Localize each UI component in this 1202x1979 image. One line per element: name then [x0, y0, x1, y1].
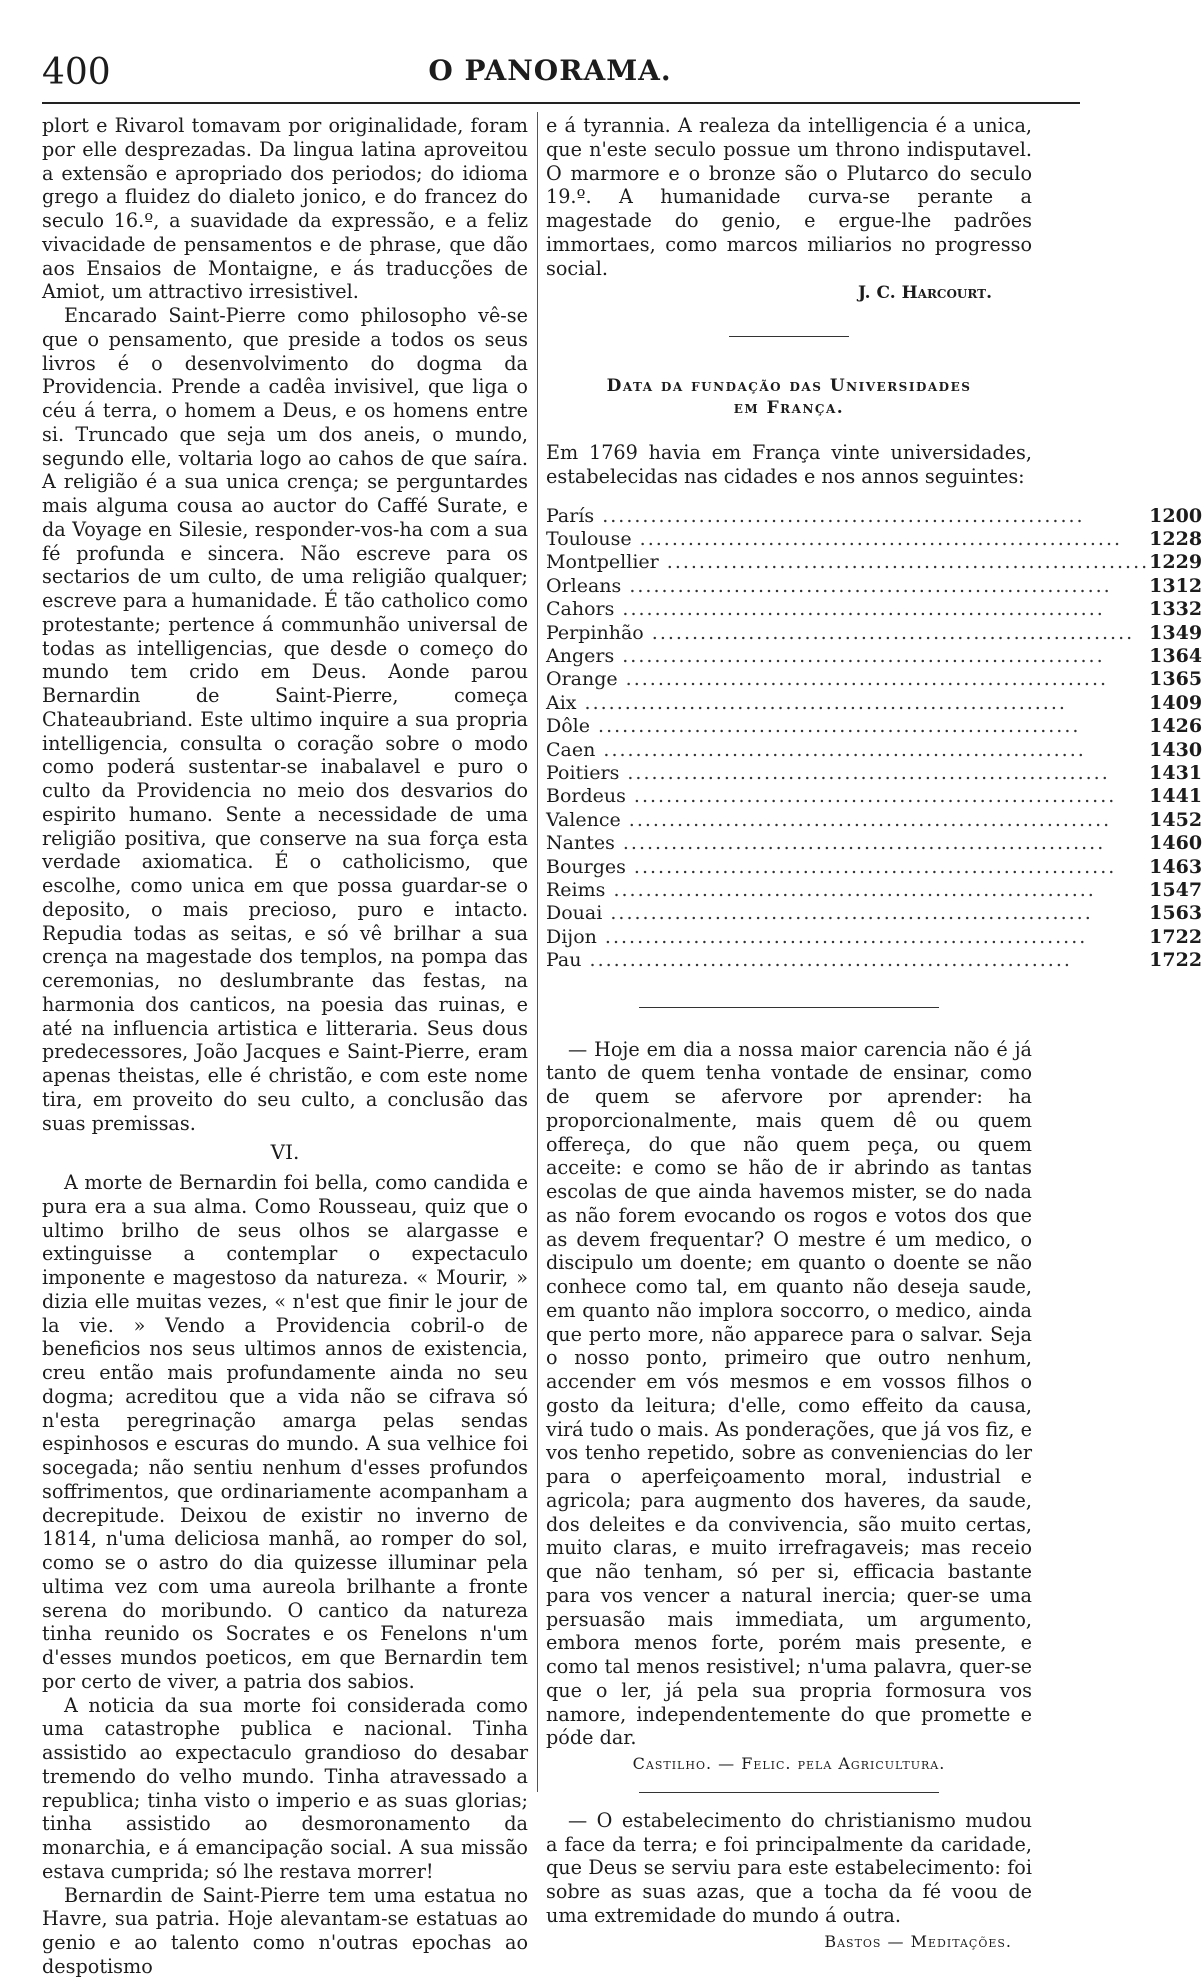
university-city — [546, 622, 1149, 645]
founding-year: 1547 — [1149, 879, 1202, 901]
university-city — [546, 715, 1149, 738]
right-column — [546, 114, 1202, 1953]
university-city — [546, 739, 1149, 762]
paragraph: Encarado Saint-Pierre como philosopho vê-se que o pensamento, que preside a todos os seus livros é o desenvolvimento do dogma da Providencia. Prende a cadêa invisivel, que liga o céu á terra, o homem a Deus, e os homens entre si. Truncado que seja um dos aneis, o mundo, segundo elle, voltaria logo ao cahos de que saíra. A religião é a sua unica crença; se perguntardes mais alguma cousa ao auctor do Caffé Surate, e da Voyage en Silesie, responder-vos-ha com a sua fé profunda e sincera. Não escreve para os sectarios de um culto, de uma religião qualquer; escreve para a humanidade. É tão catholico como protestante; pertence á communhão universal de todas as intelligencias, que desde o começo do mundo tem crido em Deus. Aonde parou Bernardin de Saint-Pierre, começa Chateaubriand. Este ultimo inquire a sua propria intelligencia, consulta o coração sobre o modo como poderá sustentar-se inabalavel e puro o culto da Providencia no meio dos desvarios do espirito humano. Sente a necessidade de uma religião positiva, que conserve na sua força esta verdade axiomatica. É o catholicismo, que escolhe, como unica em que possa guardar-se o deposito, o mais precioso, puro e intacto. Repudia todas as seitas, e só vê brilhar a sua crença na magestade dos templos, na pompa das ceremonias, no deslumbrante das festas, na harmonia dos canticos, na poesia das ruinas, e até na influencia artistica e litteraria. Seus dous predecessores, João Jacques e Saint-Pierre, eram apenas theistas, elle é christão, e com este nome tira, em proveito do seu culto, a conclusão das suas premissas. — [42, 304, 528, 1135]
leader-dots: ............................................................ — [619, 761, 1110, 784]
city-name: Douai — [546, 902, 603, 925]
table-row — [546, 949, 1202, 972]
leader-dots: ............................................................ — [614, 832, 1106, 855]
section-rule — [729, 336, 849, 337]
founding-year: 1228 — [1149, 527, 1202, 550]
section-number: VI. — [270, 1140, 300, 1165]
table-row — [546, 715, 1202, 738]
founding-year: 1431 — [1149, 761, 1202, 784]
founding-year: 1364 — [1149, 644, 1202, 667]
table-row — [546, 668, 1202, 691]
founding-year: 1312 — [1149, 574, 1202, 597]
table-row — [546, 809, 1202, 832]
founding-year: 1426 — [1149, 715, 1202, 738]
city-name: Poitiers — [546, 761, 620, 784]
table-row — [546, 692, 1202, 715]
paragraph: A morte de Bernardin foi bella, como candida e pura era a sua alma. Como Rousseau, quiz que o ultimo brilho de seus olhos se alargasse e extinguisse a contemplar o expectaculo imponente e magestoso da natureza. « Mourir, » dizia elle muitas vezes, « n'est que finir le jour de la vie. » Vendo a Providencia cobril-o de beneficios nos seus ultimos annos de existencia, creu então mais profundamente ainda no seu dogma; acreditou que a vida não se cifrava só n'esta peregrinação amarga pelas sendas espinhosos e escuras do mundo. A sua velhice foi socegada; não sentiu nenhum d'esses profundos soffrimentos, que ordinariamente acompanham a decrepitude. Deixou de existir no inverno de 1814, n'uma deliciosa manhã, ao romper do sol, como se o astro do dia quizesse illuminar pela ultima vez com uma aureola brilhante a fronte serena do moribundo. O cantico da natureza tinha reunido os Socrates e os Fenelons n'um d'esses mundos poeticos, em que Bernardin tem por certo de viver, a patria dos sabios. — [42, 1171, 528, 1693]
university-city — [546, 575, 1149, 598]
founding-year: 1722 — [1149, 925, 1202, 948]
city-name: Dijon — [546, 925, 597, 948]
page-number: 400 — [42, 52, 111, 93]
article-heading-line: Data da fundação das Universidades — [606, 376, 972, 396]
city-name: Aix — [546, 691, 577, 714]
university-city — [546, 926, 1149, 949]
founding-year: 1365 — [1149, 668, 1202, 691]
leader-dots: ............................................................ — [614, 644, 1105, 667]
founding-year: 1332 — [1149, 598, 1202, 621]
city-name: Toulouse — [546, 527, 632, 550]
author-signature: J. C. Harcourt. — [857, 283, 992, 304]
table-row — [546, 598, 1202, 621]
table-row — [546, 832, 1202, 855]
left-column — [42, 114, 528, 1979]
city-name: París — [546, 504, 595, 527]
leader-dots: ............................................................ — [590, 715, 1081, 738]
header-rule — [42, 102, 1080, 104]
leader-dots: ............................................................ — [605, 879, 1096, 901]
founding-year: 1463 — [1149, 855, 1202, 878]
leader-dots: ............................................................ — [602, 902, 1093, 925]
quote-paragraph: — Hoje em dia a nossa maior carencia não é já tanto de quem tenha vontade de ensinar, como de quem se afervore por aprender: ha proporcionalmente, mais quem dê ou quem offereça, do que não quem peça, ou quem acceite: e como se hão de ir abrindo as tantas escolas de que ainda havemos mister, se do nada as não forem evocando os rogos e votos dos que as devem frequentar? O mestre é um medico, o discipulo um doente; em quanto o doente se não conhece como tal, em quanto não deseja saude, em quanto não implora soccorro, o medico, ainda que perto more, não apparece para o salvar. Seja o nosso ponto, primeiro que outro nenhum, accender em vós mesmos e em vossos filhos o gosto da leitura; d'elle, como effeito da causa, virá tudo o mais. As ponderações, que já vos fiz, e vos tenho repetido, sobre as conveniencias do ler para o aperfeiçoamento moral, industrial e agricola; para augmento dos haveres, da saude, dos deleites e da convivencia, são muito certas, muito claras, e muito irrefragaveis; mas receio que não tenham, só per si, efficacia bastante para vos vencer a natural inercia; quer-se uma persuasão mais immediata, um argumento, embora menos forte, porém mais presente, e como tal menos resistivel; n'uma palavra, quer-se que o ler, já pela sua propria formosura vos namore, independentemente do que promette e póde dar. — [546, 1037, 1032, 1750]
city-name: Pau — [546, 949, 582, 972]
article-heading — [546, 375, 1032, 419]
university-city — [546, 762, 1149, 785]
leader-dots: ............................................................ — [625, 785, 1117, 808]
founding-year: 1229 — [1149, 551, 1202, 574]
city-name: Bordeus — [546, 785, 626, 808]
university-city — [546, 949, 1149, 972]
city-name: Perpinhão — [546, 621, 644, 644]
table-row — [546, 739, 1202, 762]
university-city — [546, 856, 1149, 879]
leader-dots: ............................................................ — [594, 504, 1085, 527]
table-row — [546, 926, 1202, 949]
table-row — [546, 528, 1202, 551]
leader-dots: ............................................................ — [581, 949, 1072, 972]
section-rule — [639, 1792, 939, 1793]
city-name: Angers — [546, 644, 615, 667]
leader-dots: ............................................................ — [614, 598, 1105, 621]
leader-dots: ............................................................ — [596, 925, 1088, 948]
leader-dots: ............................................................ — [620, 808, 1112, 831]
city-name: Orange — [546, 668, 618, 691]
university-city — [546, 832, 1149, 855]
leader-dots: ............................................................ — [658, 551, 1150, 574]
leader-dots: ............................................................ — [631, 527, 1123, 550]
university-city — [546, 551, 1149, 574]
paragraph: e á tyrannia. A realeza da intelligencia é a unica, que n'este seculo possue um throno indisputavel. O marmore e o bronze são o Plutarco do seculo 19.º. A humanidade curva-se perante a magestade do genio, e ergue-lhe padrões immortaes, como marcos miliarios no progresso social. — [546, 114, 1032, 280]
city-name: Cahors — [546, 598, 615, 621]
universities-table — [546, 505, 1202, 973]
founding-year: 1430 — [1149, 738, 1202, 761]
leader-dots: ............................................................ — [625, 855, 1117, 878]
table-row — [546, 785, 1202, 808]
university-city — [546, 645, 1149, 668]
university-city — [546, 902, 1149, 925]
table-intro: Em 1769 havia em França vinte universidades, estabelecidas nas cidades e nos annos seguintes: — [546, 441, 1032, 488]
founding-year: 1563 — [1149, 902, 1202, 925]
city-name: Reims — [546, 879, 606, 901]
city-name: Dôle — [546, 715, 590, 738]
university-city — [546, 528, 1149, 551]
university-city — [546, 785, 1149, 808]
founding-year: 1409 — [1149, 691, 1202, 714]
founding-year: 1349 — [1149, 621, 1202, 644]
leader-dots: ............................................................ — [643, 621, 1135, 644]
university-city — [546, 692, 1149, 715]
city-name: Bourges — [546, 855, 626, 878]
city-name: Valence — [546, 808, 621, 831]
paragraph: plort e Rivarol tomavam por originalidade, foram por elle desprezadas. Da lingua latina aproveitou a extensão e apropriado dos periodos; do idioma grego a fluidez do dialeto jonico, e do francez do seculo 16.º, a suavidade da expressão, e a feliz vivacidade de pensamentos e de phrase, que dão aos Ensaios de Montaigne, e ás traducções de Amiot, um attractivo irresistivel. — [42, 114, 528, 304]
founding-year: 1441 — [1149, 785, 1202, 808]
journal-title: O PANORAMA. — [428, 54, 672, 87]
paragraph: Bernardin de Saint-Pierre tem uma estatua no Havre, sua patria. Hoje alevantam-se estatuas ao genio e ao talento como n'outras epochas ao despotismo — [42, 1883, 528, 1978]
founding-year: 1200 — [1149, 504, 1202, 527]
city-name: Nantes — [546, 832, 615, 855]
founding-year: 1452 — [1149, 808, 1202, 831]
article-heading-line: em França. — [733, 398, 845, 418]
leader-dots: ............................................................ — [621, 574, 1112, 597]
section-rule — [639, 1007, 939, 1008]
university-city — [546, 809, 1149, 832]
table-row — [546, 622, 1202, 645]
leader-dots: ............................................................ — [595, 738, 1086, 761]
table-row — [546, 762, 1202, 785]
founding-year: 1460 — [1149, 832, 1202, 855]
table-row — [546, 879, 1202, 902]
paragraph: A noticia da sua morte foi considerada como uma catastrophe publica e nacional. Tinha assistido ao expectaculo grandioso do desabar tremendo do velho mundo. Tinha atravessado a republica; tinha visto o imperio e as suas glorias; tinha assistido ao desmoronamento da monarchia, e á emancipação social. A sua missão estava cumprida; só lhe restava morrer! — [42, 1693, 528, 1883]
column-divider — [537, 112, 538, 1792]
city-name: Montpellier — [546, 551, 659, 574]
city-name: Caen — [546, 738, 596, 761]
university-city — [546, 668, 1149, 691]
table-row — [546, 575, 1202, 598]
university-city — [546, 505, 1149, 528]
university-city — [546, 879, 1149, 902]
leader-dots: ............................................................ — [617, 668, 1109, 691]
table-row — [546, 902, 1202, 925]
quote-paragraph: — O estabelecimento do christianismo mudou a face da terra; e foi principalmente da caridade, que Deus se serviu para este estabelecimento: foi sobre as suas azas, que a tocha da fé voou de uma extremidade do mundo á outra. — [546, 1808, 1032, 1927]
university-city — [546, 598, 1149, 621]
table-row — [546, 551, 1202, 574]
leader-dots: ............................................................ — [576, 691, 1067, 714]
table-row — [546, 856, 1202, 879]
quote-credit: Castilho. — Felic. pela Agricultura. — [632, 1754, 946, 1774]
quote-credit: Bastos — Meditações. — [824, 1931, 1012, 1951]
table-row — [546, 645, 1202, 668]
founding-year: 1722 — [1149, 949, 1202, 972]
table-row — [546, 505, 1202, 528]
city-name: Orleans — [546, 574, 622, 597]
